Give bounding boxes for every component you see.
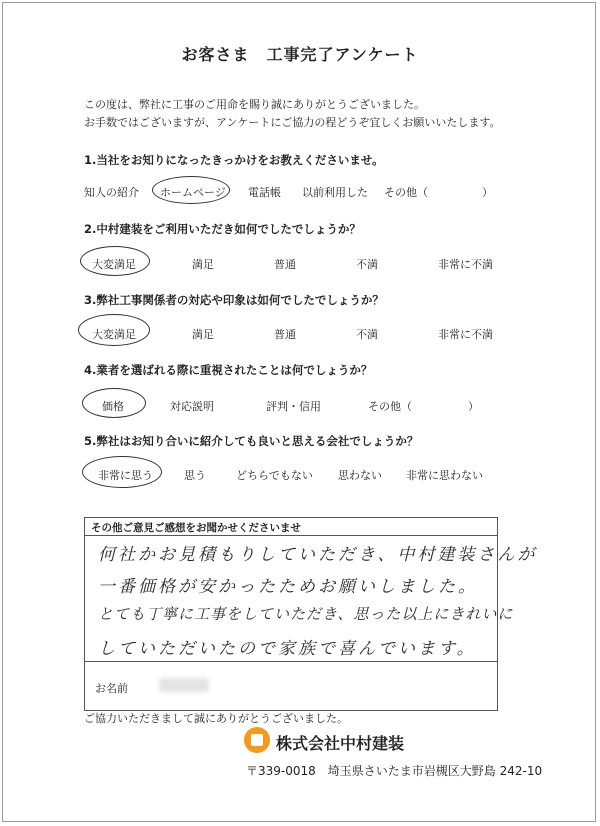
question-2-label: 2.中村建装をご利用いただき如何でしたでしょうか？ [84, 222, 361, 236]
q5-option-agree[interactable]: 思う [184, 469, 206, 482]
q1-option-other[interactable]: その他（ [384, 186, 428, 199]
q4-selected-circle [82, 388, 146, 418]
q4-option-reputation[interactable]: 評判・信用 [266, 400, 321, 413]
intro-line-2: お手数ではございますが、アンケートにご協力の程どうぞ宜しくお願いいたします。 [84, 116, 501, 129]
q1-option-other-close: ） [482, 186, 493, 199]
q3-option-neutral[interactable]: 普通 [274, 328, 296, 341]
thanks-message: ご協力いただきまして誠にありがとうございました。 [84, 712, 348, 725]
q4-option-other[interactable]: その他（ [368, 400, 412, 413]
q4-option-price[interactable]: 価格 [102, 400, 124, 413]
q1-option-referral[interactable]: 知人の紹介 [84, 186, 139, 199]
comment-line-2: 一番価格が安かったためお願いしました。 [98, 577, 478, 597]
question-3-label: 3.弊社工事関係者の対応や印象は如何でしたでしょうか？ [84, 293, 384, 307]
q3-selected-circle [78, 314, 150, 346]
q3-option-satisfied[interactable]: 満足 [192, 328, 214, 341]
q2-option-dissatisfied[interactable]: 不満 [356, 258, 378, 271]
q5-option-strongly-disagree[interactable]: 非常に思わない [406, 469, 483, 482]
q5-option-disagree[interactable]: 思わない [338, 469, 382, 482]
q1-option-phonebook[interactable]: 電話帳 [248, 186, 281, 199]
q2-option-satisfied[interactable]: 満足 [192, 258, 214, 271]
q2-selected-circle [80, 246, 150, 276]
q2-option-very-dissatisfied[interactable]: 非常に不満 [438, 258, 493, 271]
q5-option-neither[interactable]: どちらでもない [236, 469, 313, 482]
comment-line-3: とても丁寧に工事をしていただき、思った以上にきれいに [98, 605, 514, 623]
q2-option-neutral[interactable]: 普通 [274, 258, 296, 271]
question-1-label: 1.当社をお知りになったきっかけをお教えくださいませ。 [84, 153, 384, 167]
question-4-label: 4.業者を選ばれる際に重視されたことは何でしょうか？ [84, 363, 373, 377]
q2-option-very-satisfied[interactable]: 大変満足 [92, 258, 136, 271]
company-address: 〒339-0018 埼玉県さいたま市岩槻区大野島 242-10 [246, 764, 543, 778]
q4-option-other-close: ） [468, 400, 479, 413]
name-redacted [159, 678, 209, 692]
intro-line-1: この度は、弊社に工事のご用命を賜り誠にありがとうございました。 [84, 98, 425, 111]
comments-heading: その他ご意見ご感想をお聞かせくださいませ [85, 518, 497, 536]
q1-selected-circle [152, 176, 230, 204]
name-label: お名前 [95, 682, 128, 695]
company-name: 株式会社中村建装 [276, 734, 405, 753]
question-5-label: 5.弊社はお知り合いに紹介しても良いと思える会社でしょうか？ [84, 434, 419, 448]
page-title: お客さま 工事完了アンケート [181, 45, 419, 64]
q1-option-previous[interactable]: 以前利用した [302, 186, 368, 199]
q3-option-very-satisfied[interactable]: 大変満足 [92, 328, 136, 341]
q3-option-very-dissatisfied[interactable]: 非常に不満 [438, 328, 493, 341]
comment-line-4: していただいたので家族で喜んでいます。 [98, 639, 477, 659]
q1-option-homepage[interactable]: ホームページ [160, 186, 226, 199]
company-logo-icon [244, 727, 270, 753]
comment-line-1: 何社かお見積もりしていただき、中村建装さんが [98, 545, 538, 565]
q3-option-dissatisfied[interactable]: 不満 [356, 328, 378, 341]
q4-option-explanation[interactable]: 対応説明 [170, 400, 214, 413]
q5-option-strongly-agree[interactable]: 非常に思う [98, 469, 153, 482]
name-row [85, 661, 497, 712]
q5-selected-circle [82, 456, 162, 488]
